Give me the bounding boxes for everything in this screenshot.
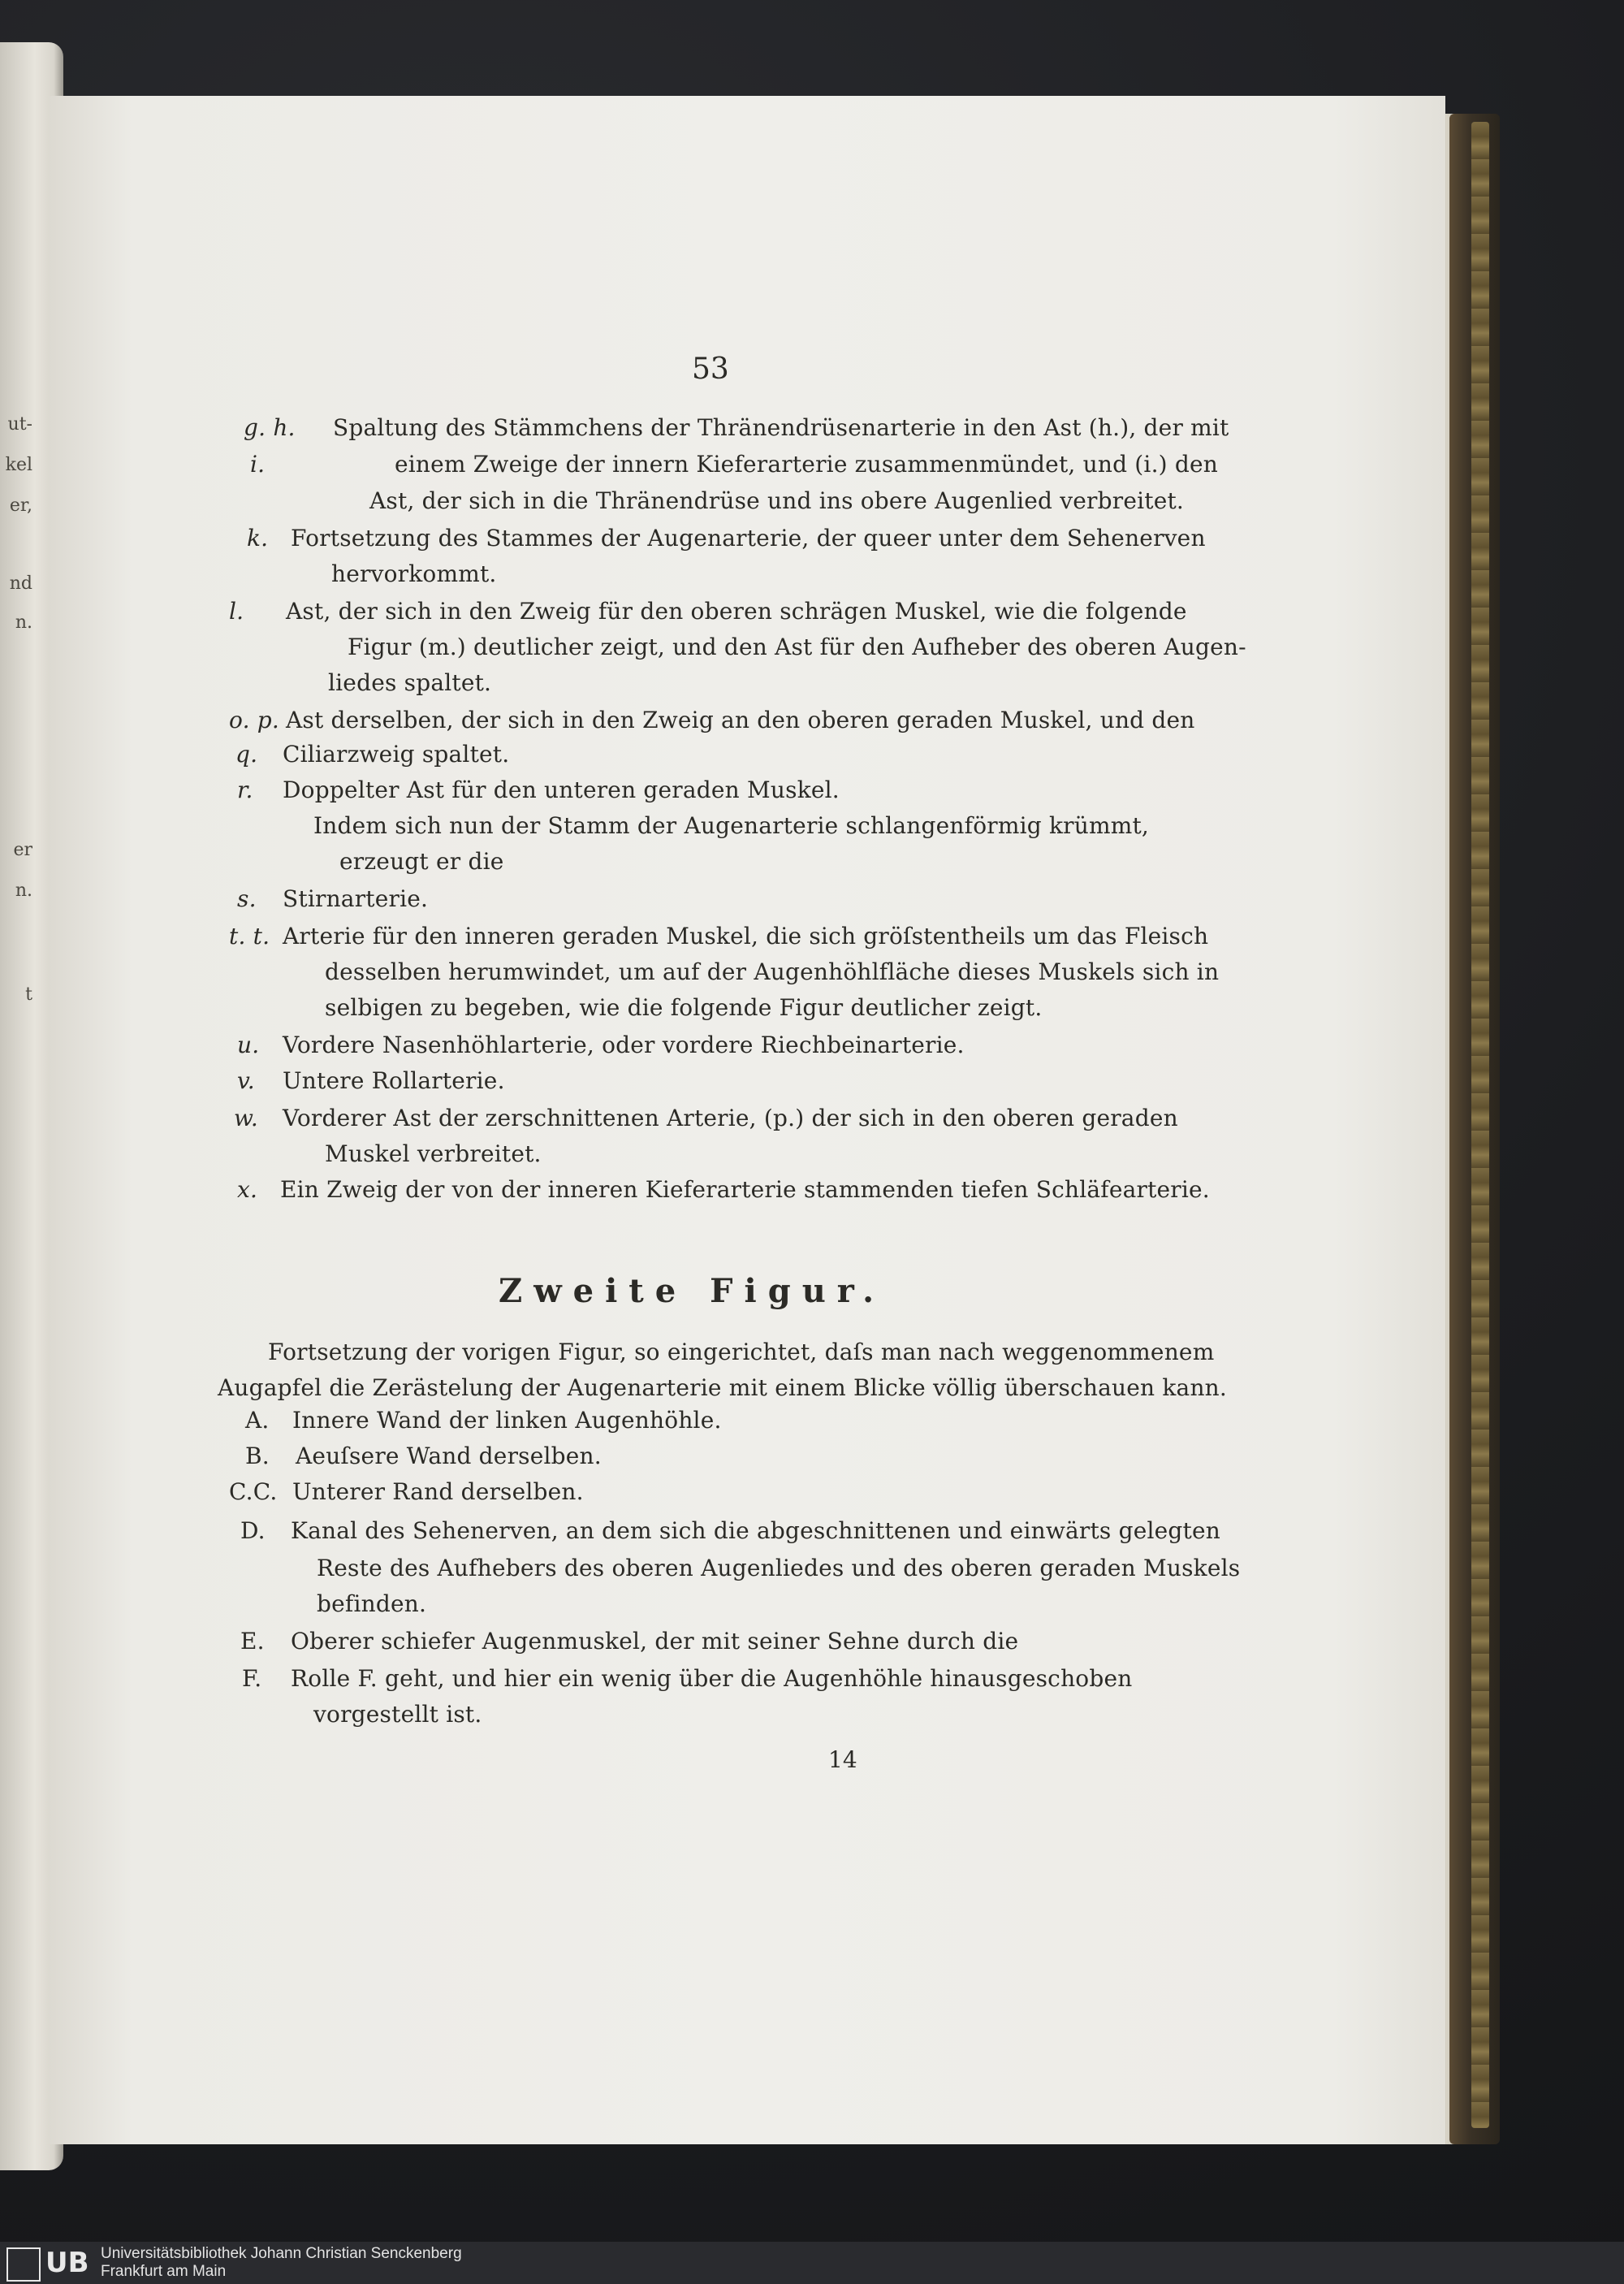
entry-label: i. [250, 451, 266, 478]
logo-square-icon [6, 2247, 41, 2282]
entry-text: Vorderer Ast der zerschnittenen Arterie, (p.) der sich in den oberen geraden [283, 1105, 1178, 1131]
intro-line: Fortsetzung der vorigen Figur, so eingerichtet, daſs man nach weggenommenem [268, 1339, 1215, 1365]
entry-label: l. [229, 598, 244, 625]
entry-label: g. h. [244, 414, 296, 441]
left-page-fragment: n. [15, 880, 32, 901]
gilt-spine-ornament [1471, 122, 1489, 2128]
footer-bar [0, 2242, 1624, 2284]
left-page-fragment: n. [15, 612, 32, 633]
entry-text: einem Zweige der innern Kieferarterie zusammenmündet, und (i.) den [395, 451, 1219, 478]
entry-text: Ast, der sich in den Zweig für den oberen schrägen Muskel, wie die folgende [286, 598, 1187, 625]
signature-mark: 14 [828, 1746, 857, 1773]
entry-label: B. [245, 1443, 270, 1469]
entry-label: s. [237, 885, 257, 912]
entry-label: E. [240, 1628, 265, 1655]
entry-text: vorgestellt ist. [313, 1701, 482, 1728]
entry-label: C.C. [229, 1478, 278, 1505]
entry-text: Doppelter Ast für den unteren geraden Muskel. [283, 776, 840, 803]
logo-text: UB [45, 2247, 89, 2279]
left-page-fragment: nd [9, 573, 32, 594]
library-logo [6, 2247, 91, 2279]
entry-text: liedes spaltet. [328, 669, 492, 696]
section-heading: Zweite Figur. [499, 1272, 886, 1310]
entry-text: Rolle F. geht, und hier ein wenig über die Augenhöhle hinausgeschoben [291, 1665, 1133, 1692]
entry-text: Indem sich nun der Stamm der Augenarterie schlangenförmig krümmt, [313, 812, 1150, 839]
page-number: 53 [692, 353, 729, 386]
left-page-fragment: kel [5, 455, 32, 475]
entry-text: Ciliarzweig spaltet. [283, 741, 510, 768]
entry-label: D. [240, 1517, 266, 1544]
entry-label: t. t. [229, 923, 270, 950]
entry-text: Ast, der sich in die Thränendrüse und ins obere Augenlied verbreitet. [369, 487, 1185, 514]
entry-text: Fortsetzung des Stammes der Augenarterie, der queer unter dem Sehenerven [291, 525, 1206, 552]
entry-text: Innere Wand der linken Augenhöhle. [292, 1407, 722, 1434]
entry-text: Ast derselben, der sich in den Zweig an den oberen geraden Muskel, und den [286, 707, 1195, 733]
entry-text: Stirnarterie. [283, 885, 429, 912]
entry-text: Spaltung des Stämmchens der Thränendrüsenarterie in den Ast (h.), der mit [333, 414, 1229, 441]
entry-label: x. [237, 1176, 258, 1203]
entry-label: F. [242, 1665, 262, 1692]
entry-text: Reste des Aufhebers des oberen Augenliedes und des oberen geraden Muskels [317, 1555, 1241, 1581]
entry-label: u. [237, 1032, 260, 1058]
entry-text: Unterer Rand derselben. [292, 1478, 584, 1505]
entry-label: w. [234, 1105, 258, 1131]
entry-text: Untere Rollarterie. [283, 1067, 505, 1094]
entry-text: Ein Zweig der von der inneren Kieferarterie stammenden tiefen Schläfearterie. [280, 1176, 1210, 1203]
left-page-fragment: t [25, 984, 32, 1005]
entry-text: erzeugt er die [339, 848, 504, 875]
entry-label: q. [235, 741, 258, 768]
entry-label: r. [237, 776, 253, 803]
entry-text: hervorkommt. [331, 560, 497, 587]
entry-text: Arterie für den inneren geraden Muskel, die sich gröſstentheils um das Fleisch [283, 923, 1209, 950]
footer-city: Frankfurt am Main [101, 2263, 227, 2280]
left-page-fragment: ut- [7, 414, 32, 435]
footer-institution: Universitätsbibliothek Johann Christian Senckenberg [101, 2245, 462, 2262]
entry-text: Kanal des Sehenerven, an dem sich die abgeschnittenen und einwärts gelegten [291, 1517, 1220, 1544]
left-page-fragment: er [13, 840, 32, 860]
entry-text: desselben herumwindet, um auf der Augenhöhlfläche dieses Muskels sich in [325, 958, 1220, 985]
entry-text: selbigen zu begeben, wie die folgende Figur deutlicher zeigt. [325, 994, 1043, 1021]
entry-label: o. p. [229, 707, 279, 733]
entry-label: A. [245, 1407, 270, 1434]
entry-label: v. [237, 1067, 255, 1094]
left-page-fragment: er, [9, 495, 32, 516]
entry-label: k. [247, 525, 269, 552]
intro-line: Augapfel die Zerästelung der Augenarterie mit einem Blicke völlig überschauen kann. [218, 1374, 1228, 1401]
entry-text: Vordere Nasenhöhlarterie, oder vordere Riechbeinarterie. [283, 1032, 965, 1058]
entry-text: Aeuſsere Wand derselben. [296, 1443, 602, 1469]
entry-text: befinden. [317, 1590, 427, 1617]
entry-text: Muskel verbreitet. [325, 1140, 542, 1167]
entry-text: Figur (m.) deutlicher zeigt, und den Ast für den Aufheber des oberen Augen- [348, 634, 1246, 660]
entry-text: Oberer schiefer Augenmuskel, der mit seiner Sehne durch die [291, 1628, 1019, 1655]
